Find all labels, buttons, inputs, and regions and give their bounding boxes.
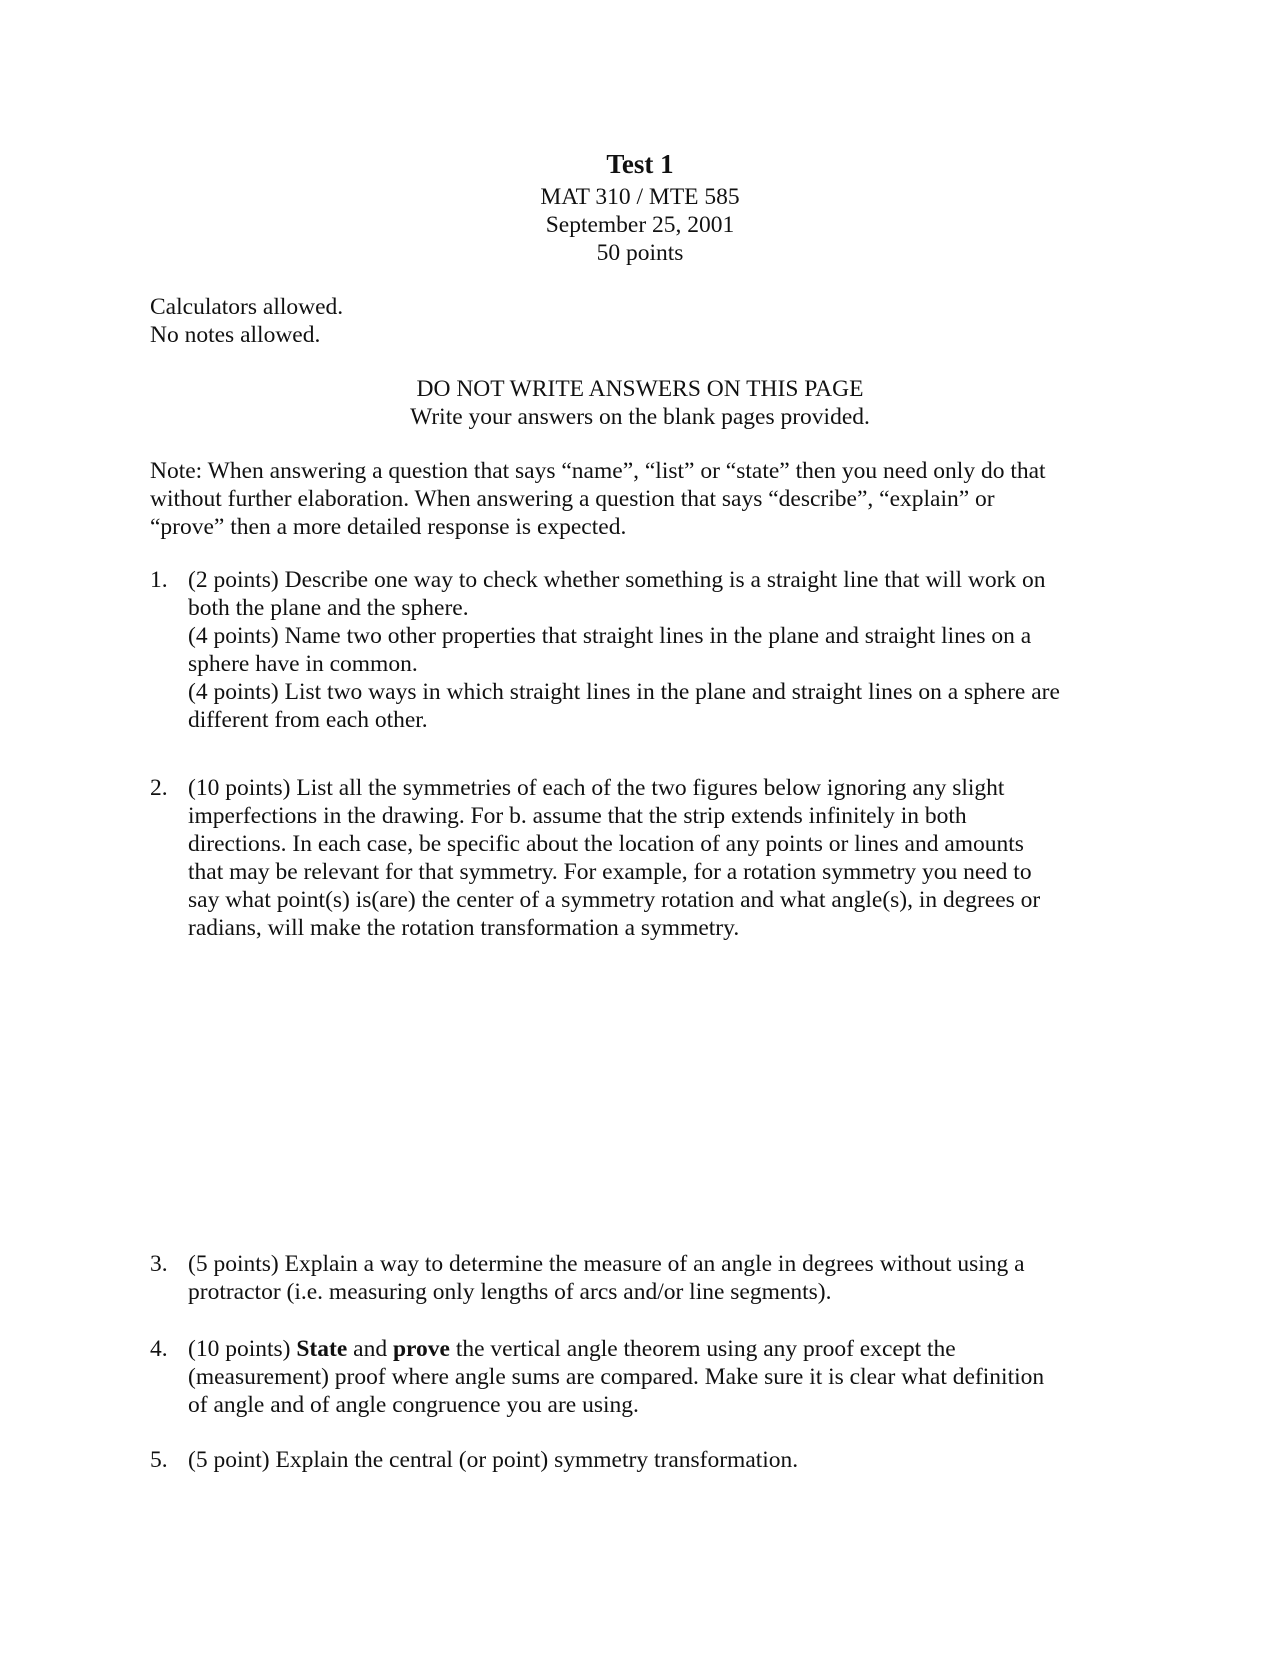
question-line: of angle and of angle congruence you are using. xyxy=(188,1392,639,1418)
question-line: sphere have in common. xyxy=(188,651,418,677)
question-text xyxy=(188,1446,798,1474)
conjunction: and xyxy=(347,1336,393,1362)
state-keyword: State xyxy=(296,1336,348,1362)
question-line: (5 points) Explain a way to determine the measure of an angle in degrees without using a xyxy=(188,1251,1025,1277)
question-line: radians, will make the rotation transformation a symmetry. xyxy=(188,915,740,941)
question-line: that may be relevant for that symmetry. For example, for a rotation symmetry you need to xyxy=(188,859,1032,885)
question-text xyxy=(188,1335,1044,1419)
question-line xyxy=(188,1335,1044,1363)
notice-heading: DO NOT WRITE ANSWERS ON THIS PAGE xyxy=(416,376,864,402)
question-line: (10 points) List all the symmetries of each of the two figures below ignoring any slight xyxy=(188,775,1005,801)
question-line: different from each other. xyxy=(188,707,428,733)
question-line: (5 point) Explain the central (or point) symmetry transformation. xyxy=(188,1447,799,1473)
total-points: 50 points xyxy=(596,240,684,266)
question-line: say what point(s) is(are) the center of a symmetry rotation and what angle(s), in degrees or xyxy=(188,887,1041,913)
question-number: 2. xyxy=(150,775,168,801)
test-title: Test 1 xyxy=(606,149,674,179)
question-line: protractor (i.e. measuring only lengths of arcs and/or line segments). xyxy=(188,1279,832,1305)
course-code: MAT 310 / MTE 585 xyxy=(540,184,740,210)
question-line: imperfections in the drawing. For b. assume that the strip extends infinitely in both xyxy=(188,803,967,829)
question-line: directions. In each case, be specific about the location of any points or lines and amounts xyxy=(188,831,1024,857)
calculators-rule: Calculators allowed. xyxy=(150,294,344,320)
question-line: (4 points) List two ways in which straight lines in the plane and straight lines on a sphere are xyxy=(188,679,1060,705)
test-date: September 25, 2001 xyxy=(545,212,735,238)
notice-subtext: Write your answers on the blank pages provided. xyxy=(410,404,870,430)
question-line-rest: the vertical angle theorem using any proof except the xyxy=(449,1336,956,1362)
note-line: without further elaboration. When answering a question that says “describe”, “explain” or xyxy=(150,486,995,512)
question-text xyxy=(188,774,1040,942)
question-number: 5. xyxy=(150,1447,168,1473)
prove-keyword: prove xyxy=(392,1336,450,1362)
question-line: (measurement) proof where angle sums are compared. Make sure it is clear what definition xyxy=(188,1364,1045,1390)
question-text xyxy=(188,1250,1025,1306)
question-line: (4 points) Name two other properties that straight lines in the plane and straight lines on a xyxy=(188,623,1032,649)
note-line: “prove” then a more detailed response is expected. xyxy=(150,514,627,540)
question-line: (2 points) Describe one way to check whether something is a straight line that will work on xyxy=(188,567,1046,593)
note-line: Note: When answering a question that says “name”, “list” or “state” then you need only do that xyxy=(150,458,1046,484)
question-number: 1. xyxy=(150,567,168,593)
question-line: both the plane and the sphere. xyxy=(188,595,469,621)
notes-rule: No notes allowed. xyxy=(150,322,321,348)
points-label: (10 points) xyxy=(188,1336,297,1362)
question-text xyxy=(188,566,1060,734)
question-number: 3. xyxy=(150,1251,168,1277)
question-number: 4. xyxy=(150,1336,168,1362)
instructions-note xyxy=(150,457,1046,541)
